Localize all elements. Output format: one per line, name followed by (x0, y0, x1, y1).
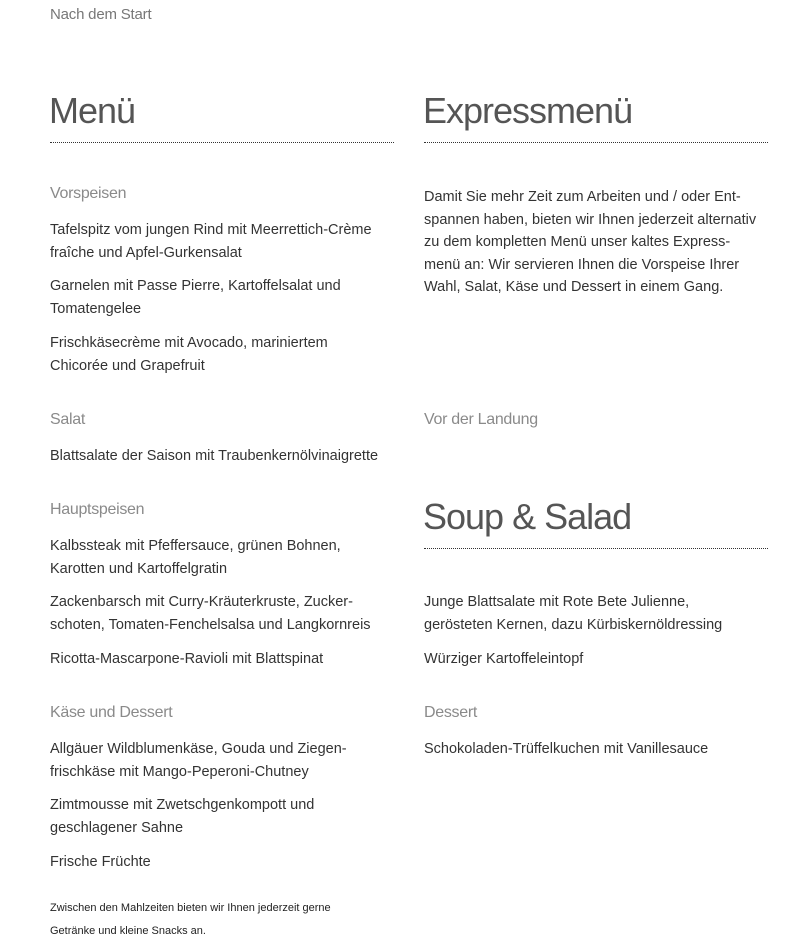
menu-item: Garnelen mit Passe Pierre, Kartoffelsalat und Tomatengelee (50, 278, 341, 317)
snacks-note: Zwischen den Mahlzeiten bieten wir Ihnen jederzeit gerne Getränke und kleine Snacks an. (50, 902, 331, 937)
soup-salad-title-divider (424, 548, 768, 549)
menu-item: Schokoladen-Trüffelkuchen mit Vanillesauce (424, 741, 709, 757)
menu-item: Kalbssteak mit Pfeffersauce, grünen Bohnen, Karotten und Kartoffelgratin (50, 538, 341, 577)
menu-item: Allgäuer Wildblumenkäse, Gouda und Ziegen- frischkäse mit Mango-Peperoni-Chutney (50, 741, 347, 780)
menu-item: Würziger Kartoffeleintopf (424, 651, 584, 667)
menu-item: Frische Früchte (50, 854, 151, 870)
flight-phase-label: Nach dem Start (50, 6, 152, 23)
menu-item: Zackenbarsch mit Curry-Kräuterkruste, Zucker- schoten, Tomaten-Fenchelsalsa und Langkornreis (50, 594, 371, 633)
expressmenu-description: Damit Sie mehr Zeit zum Arbeiten und / oder Ent- spannen haben, bieten wir Ihnen jederzeit alternativ zu dem kompletten Menü unser kaltes Express- menü an: Wir servieren Ihnen die Vorspeise Ihrer Wahl, Salat, Käse und Dessert in einem Gang. (424, 189, 757, 295)
section-heading-salat: Salat (50, 411, 85, 428)
soup-salad-title: Soup & Salad (423, 496, 632, 537)
section-heading-dessert: Dessert (424, 704, 478, 721)
section-heading-hauptspeisen: Hauptspeisen (50, 501, 145, 518)
menu-title-divider (50, 142, 394, 143)
menu-item: Tafelspitz vom jungen Rind mit Meerrettich-Crème fraîche und Apfel-Gurkensalat (50, 222, 372, 261)
section-heading-vor-der-landung: Vor der Landung (424, 411, 538, 428)
menu-item: Frischkäsecrème mit Avocado, mariniertem Chicorée und Grapefruit (50, 335, 328, 374)
expressmenu-title: Expressmenü (423, 90, 633, 131)
section-heading-vorspeisen: Vorspeisen (50, 185, 127, 202)
menu-title: Menü (49, 90, 136, 131)
menu-item: Zimtmousse mit Zwetschgenkompott und geschlagener Sahne (50, 797, 315, 836)
menu-item: Junge Blattsalate mit Rote Bete Julienne, gerösteten Kernen, dazu Kürbiskernöldressing (424, 594, 723, 633)
section-heading-kaese-dessert: Käse und Dessert (50, 704, 173, 721)
menu-item: Blattsalate der Saison mit Traubenkernölvinaigrette (50, 448, 379, 464)
menu-item: Ricotta-Mascarpone-Ravioli mit Blattspinat (50, 651, 324, 667)
expressmenu-title-divider (424, 142, 768, 143)
